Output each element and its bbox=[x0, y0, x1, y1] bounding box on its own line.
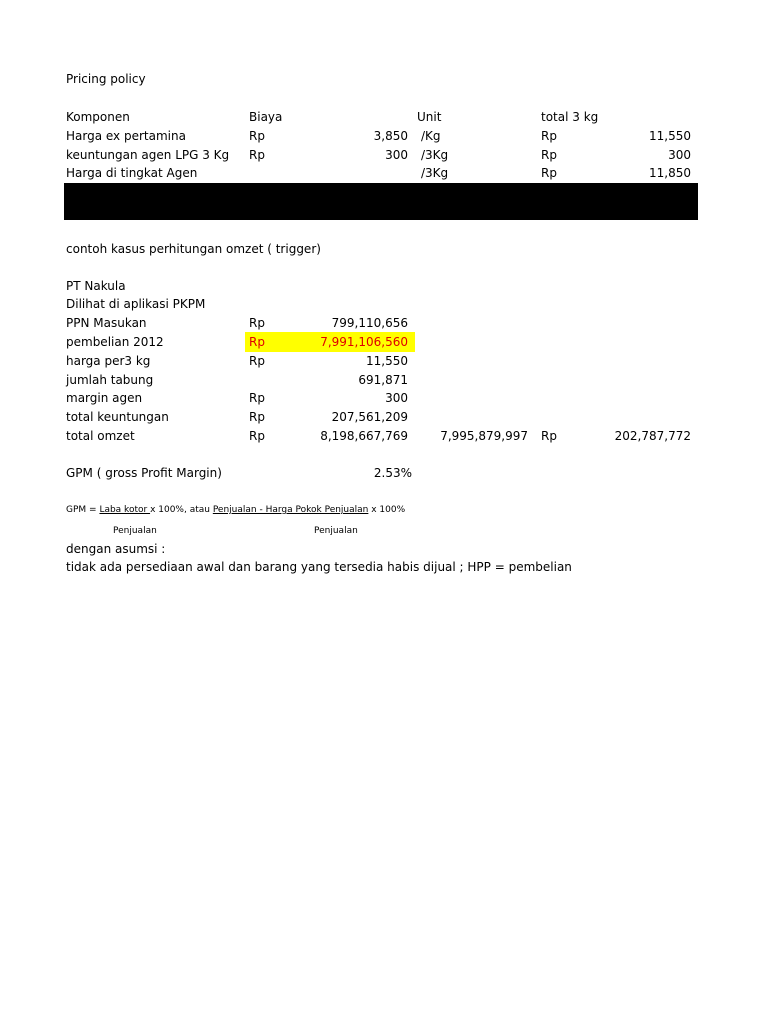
case-row-value: 799,110,656 bbox=[331, 316, 408, 330]
case-row-value: 8,198,667,769 bbox=[320, 429, 408, 443]
formula-numerator-1: Laba kotor bbox=[99, 505, 151, 515]
pricing-row-label: Harga di tingkat Agen bbox=[66, 166, 198, 180]
pricing-row-currency: Rp bbox=[249, 148, 265, 162]
case-row-label: harga per3 kg bbox=[66, 354, 151, 368]
assumption-text: tidak ada persediaan awal dan barang yang tersedia habis dijual ; HPP = pembelian bbox=[66, 560, 572, 574]
pricing-row-biaya: 3,850 bbox=[373, 129, 408, 143]
case-row-label: total omzet bbox=[66, 429, 135, 443]
pricing-row-total: 300 bbox=[668, 148, 691, 162]
pricing-row-currency: Rp bbox=[541, 148, 557, 162]
formula-mid: x 100%, atau bbox=[150, 505, 213, 515]
case-heading: contoh kasus perhitungan omzet ( trigger) bbox=[66, 242, 321, 256]
case-row-label: PPN Masukan bbox=[66, 316, 147, 330]
omzet-extra-value: 7,995,879,997 bbox=[440, 429, 528, 443]
omzet-extra-value2: 202,787,772 bbox=[614, 429, 691, 443]
assumption-heading: dengan asumsi : bbox=[66, 542, 166, 556]
formula-suffix: x 100% bbox=[368, 505, 406, 515]
pricing-row-label: Harga ex pertamina bbox=[66, 129, 186, 143]
formula-denominator-1: Penjualan bbox=[113, 526, 157, 536]
case-row-value: 691,871 bbox=[358, 373, 408, 387]
formula-denominator-2: Penjualan bbox=[314, 526, 358, 536]
case-row-currency: Rp bbox=[249, 354, 265, 368]
case-row-value: 300 bbox=[385, 391, 408, 405]
pricing-row-total: 11,850 bbox=[649, 166, 691, 180]
black-band bbox=[64, 183, 698, 220]
header-biaya: Biaya bbox=[249, 110, 283, 124]
case-row-label: total keuntungan bbox=[66, 410, 169, 424]
case-row-value: 7,991,106,560 bbox=[320, 335, 408, 349]
case-row-value: 11,550 bbox=[366, 354, 408, 368]
gpm-formula bbox=[66, 504, 405, 516]
gpm-label: GPM ( gross Profit Margin) bbox=[66, 466, 222, 480]
pricing-row-currency: Rp bbox=[541, 166, 557, 180]
header-komponen: Komponen bbox=[66, 110, 130, 124]
pricing-row-currency: Rp bbox=[541, 129, 557, 143]
company-name: PT Nakula bbox=[66, 279, 126, 293]
pricing-row-biaya: 300 bbox=[385, 148, 408, 162]
pricing-row-currency: Rp bbox=[249, 129, 265, 143]
pricing-row-unit: /3Kg bbox=[421, 166, 449, 180]
header-total: total 3 kg bbox=[541, 110, 599, 124]
case-row-currency: Rp bbox=[249, 429, 265, 443]
case-row-currency: Rp bbox=[249, 391, 265, 405]
gpm-value: 2.53% bbox=[373, 466, 412, 480]
case-row-currency: Rp bbox=[249, 335, 265, 349]
pricing-row-total: 11,550 bbox=[649, 129, 691, 143]
case-row-currency: Rp bbox=[249, 410, 265, 424]
pricing-row-unit: /3Kg bbox=[421, 148, 449, 162]
page-title: Pricing policy bbox=[66, 72, 146, 86]
pricing-row-unit: /Kg bbox=[421, 129, 441, 143]
case-row-label: margin agen bbox=[66, 391, 143, 405]
formula-numerator-2: Penjualan - Harga Pokok Penjualan bbox=[212, 505, 369, 515]
header-unit: Unit bbox=[417, 110, 442, 124]
case-row-value: 207,561,209 bbox=[331, 410, 408, 424]
case-row-currency: Rp bbox=[249, 316, 265, 330]
omzet-extra-currency: Rp bbox=[541, 429, 557, 443]
source-note: Dilihat di aplikasi PKPM bbox=[66, 297, 206, 311]
formula-prefix: GPM = bbox=[66, 505, 100, 515]
pricing-row-label: keuntungan agen LPG 3 Kg bbox=[66, 148, 230, 162]
case-row-label: jumlah tabung bbox=[66, 373, 154, 387]
case-row-label: pembelian 2012 bbox=[66, 335, 164, 349]
